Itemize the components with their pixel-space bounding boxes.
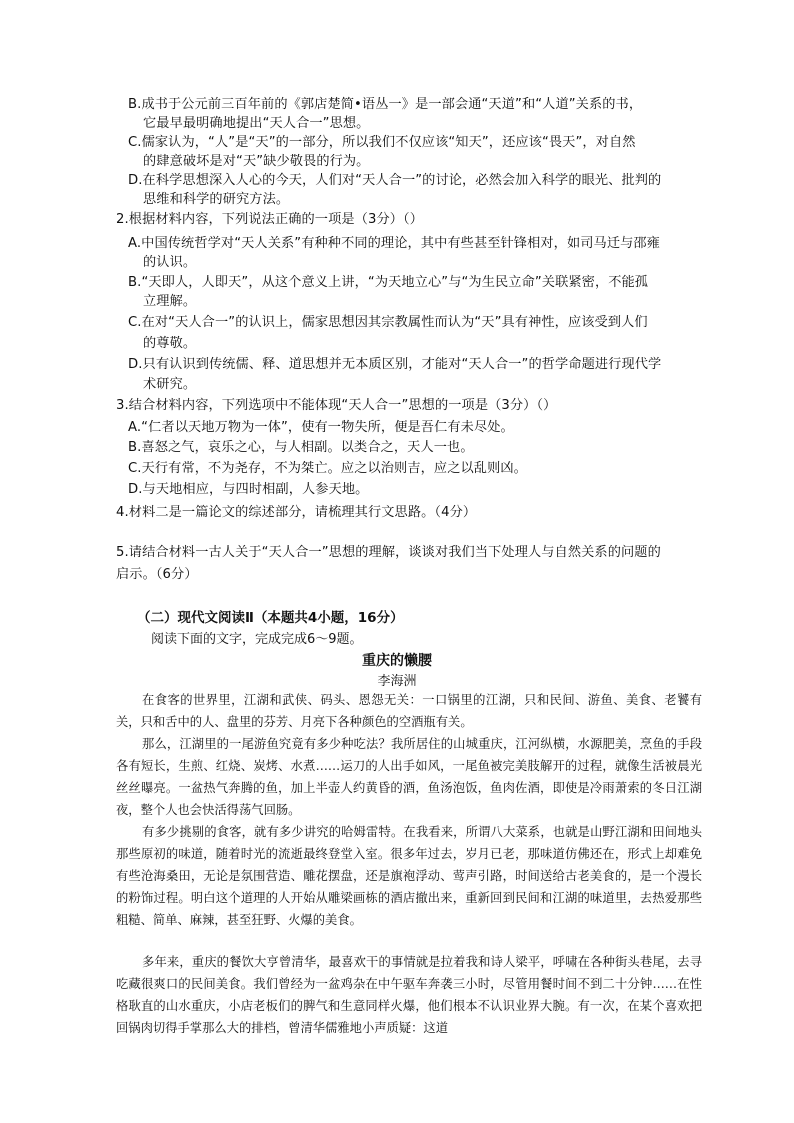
- article-paragraph-4: 多年来，重庆的餐饮大亨曾清华，最喜欢干的事情就是拉着我和诗人梁平，呼啸在各种街头巷尾，去寻吃藏很爽口的民间美食。我们曾经为一盆鸡杂在中午驱车奔袭三小时，尽管用餐时间不到二十分钟……在性格耿直的山水重庆，小店老板们的脾气和生意同样火爆，他们根本不认识业界大腕。有一次，在某个喜欢把回锅肉切得手掌那么大的排档，曾清华儒雅地小声质疑：这道: [116, 955, 702, 1035]
- q3-option-a: A.“仁者以天地万物为一体”，使有一物失所，便是吾仁有未尽处。: [128, 420, 514, 435]
- article-author: 李海洲: [377, 674, 417, 689]
- q2-option-b-line2: 立理解。: [143, 294, 197, 309]
- question-4: 4.材料二是一篇论文的综述部分，请梳理其行文思路。（4分）: [116, 505, 477, 520]
- article-paragraph-3: 有多少挑剔的食客，就有多少讲究的哈姆雷特。在我看来，所谓八大菜系，也就是山野江湖和田间地头那些原初的味道，随着时光的流逝最终登堂入室。很多年过去，岁月已老，那味道仿佛还在，形式上却难免有些沧海桑田，无论是氛围营造、雕花摆盘，还是旗袍浮动、莺声引路，时间送给古老美食的，是一个漫长的粉饰过程。明白这个道理的人开始从雕梁画栋的酒店撤出来，重新回到民间和江湖的味道里，去热爱那些粗糙、简单、麻辣，甚至狂野、火爆的美食。: [116, 825, 702, 927]
- q2-option-d-line2: 术研究。: [143, 377, 197, 392]
- q3-option-c: C.天行有常，不为尧存，不为桀亡。应之以治则吉，应之以乱则凶。: [128, 461, 527, 476]
- q3-option-b: B.喜怒之气，哀乐之心，与人相副。以类合之，天人一也。: [128, 440, 474, 455]
- question-3-stem: 3.结合材料内容，下列选项中不能体现“天人合一”思想的一项是（3分）（）: [116, 398, 557, 413]
- question-5-line2: 启示。（6分）: [116, 567, 198, 582]
- q2-option-a-line1: A.中国传统哲学对“天人关系”有种种不同的理论，其中有些甚至针锋相对，如司马迁与邵雍: [128, 236, 660, 251]
- section-instruction: 阅读下面的文字，完成完成6～9题。: [151, 632, 363, 647]
- q2-option-b-line1: B.“天即人，人即天”，从这个意义上讲，“为天地立心”与“为生民立命”关联紧密，不能孤: [128, 275, 649, 290]
- q2-option-d-line1: D.只有认识到传统儒、释、道思想并无本质区别，才能对“天人合一”的哲学命题进行现代学: [128, 357, 662, 372]
- article-paragraph-1: 在食客的世界里，江湖和武侠、码头、恩怨无关：一口锅里的江湖，只和民间、游鱼、美食、老饕有关，只和舌中的人、盘里的芬芳、月亮下各种颜色的空酒瓶有关。: [116, 693, 702, 729]
- q2-option-a-line2: 的认识。: [143, 255, 197, 270]
- article-paragraph-2: 那么，江湖里的一尾游鱼究竟有多少种吃法？我所居住的山城重庆，江河纵横，水源肥美，烹鱼的手段各有短长，生煎、红烧、炭烤、水煮……运刀的人出手如风，一尾鱼被完美肢解开的过程，就像生活被晨光丝丝曝亮。一盆热气奔腾的鱼，加上半壶人约黄昏的酒，鱼汤泡饭，鱼肉佐酒，即使是冷雨萧索的冬日江湖夜，整个人也会快活得荡气回肠。: [116, 737, 702, 817]
- q1-option-b-line1: B.成书于公元前三百年前的《郭店楚简•语丛一》是一部会通“天道”和“人道”关系的书，: [128, 97, 643, 112]
- question-2-stem: 2.根据材料内容，下列说法正确的一项是（3分）（）: [116, 212, 423, 227]
- q1-option-d-line1: D.在科学思想深入人心的今天，人们对“天人合一”的讨论，必然会加入科学的眼光、批判的: [128, 173, 662, 188]
- question-5-line1: 5.请结合材料一古人关于“天人合一”思想的理解，谈谈对我们当下处理人与自然关系的问题的: [116, 545, 661, 560]
- q1-option-c-line1: C.儒家认为，“人”是“天”的一部分，所以我们不仅应该“知天”，还应该“畏天”，对自然: [128, 135, 636, 150]
- article-title: 重庆的懒腰: [362, 653, 432, 669]
- q3-option-d: D.与天地相应，与四时相副，人参天地。: [128, 482, 369, 497]
- q1-option-b-line2: 它最早最明确地提出“天人合一”思想。: [143, 116, 370, 131]
- q1-option-d-line2: 思维和科学的研究方法。: [143, 192, 290, 207]
- section-heading: （二）现代文阅读Ⅱ（本题共4小题，16分）: [137, 610, 404, 626]
- article-body: [116, 689, 702, 1039]
- q2-option-c-line1: C.在对“天人合一”的认识上，儒家思想因其宗教属性而认为“天”具有神性，应该受到人们: [128, 315, 648, 330]
- q2-option-c-line2: 的尊敬。: [143, 336, 197, 351]
- q1-option-c-line2: 的肆意破坏是对“天”缺少敬畏的行为。: [143, 154, 370, 169]
